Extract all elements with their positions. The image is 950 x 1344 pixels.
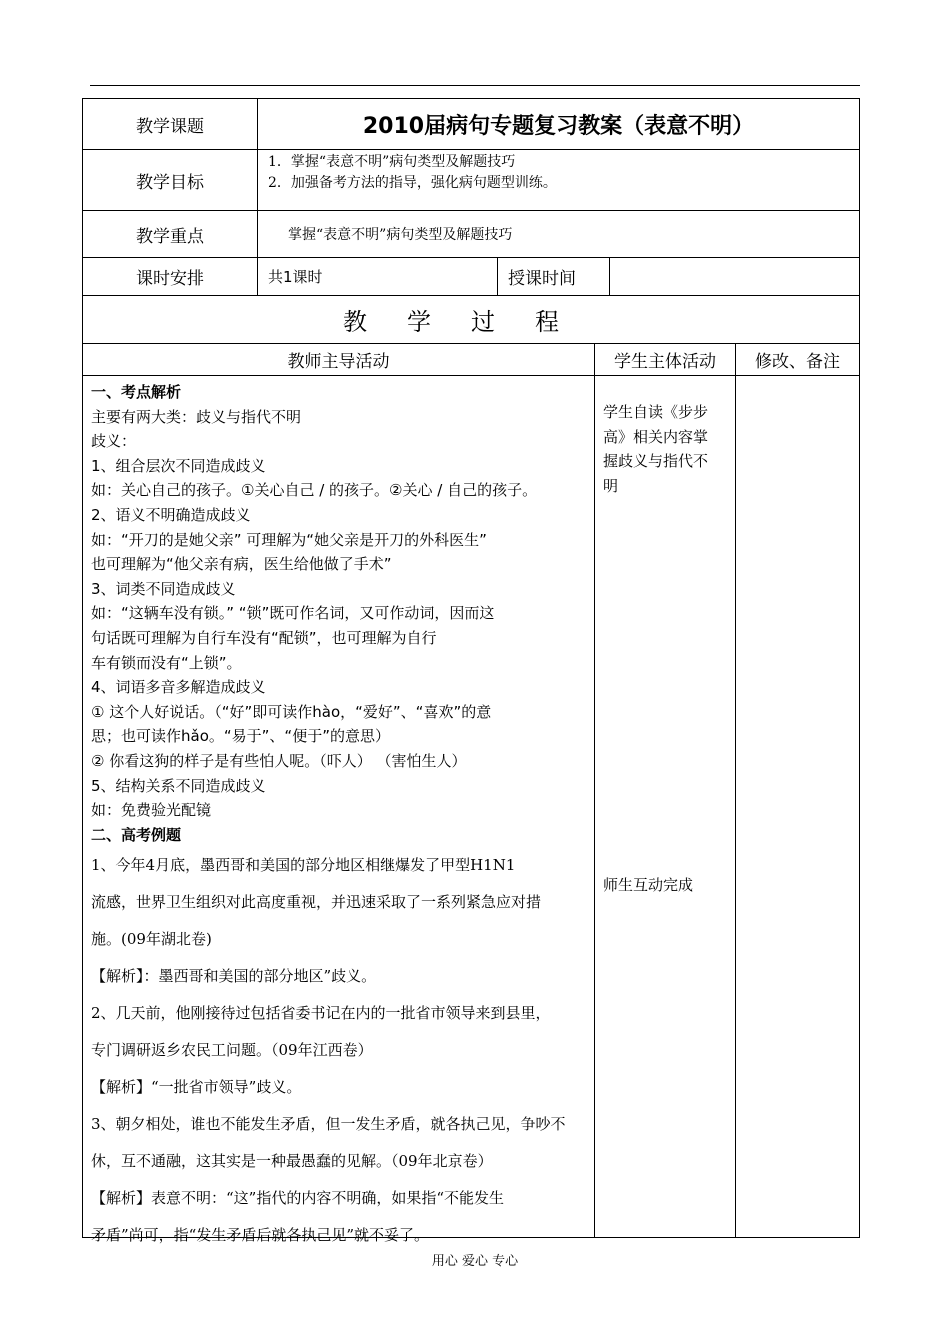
time-label: 授课时间 xyxy=(498,258,610,295)
text-line: 如：“开刀的是她父亲” 可理解为“她父亲是开刀的外科医生” xyxy=(91,530,487,549)
text-line: 2、语义不明确造成歧义 xyxy=(91,505,251,524)
text-line: 3、词类不同造成歧义 xyxy=(91,579,236,598)
text-line: 1、组合层次不同造成歧义 xyxy=(91,456,266,475)
example-line: 2、几天前，他刚接待过包括省委书记在内的一批省市领导来到县里， xyxy=(91,1004,551,1023)
text-line: 如：“这辆车没有锁。” “锁”既可作名词，又可作动词，因而这 xyxy=(91,604,495,623)
col-teacher: 教师主导活动 xyxy=(83,344,595,375)
example-line: 施。(09年湖北卷) xyxy=(91,930,212,949)
text-line: 句话既可理解为自行车没有“配锁”，也可理解为自行 xyxy=(91,628,437,647)
page-footer: 用心 爱心 专心 xyxy=(431,1254,519,1269)
goal-row xyxy=(83,150,859,211)
columns-row xyxy=(83,344,859,376)
teacher-activity xyxy=(83,376,595,1245)
example-analysis: 【解析】“一批省市领导”歧义。 xyxy=(91,1078,302,1097)
focus-row xyxy=(83,211,859,258)
schedule-value: 共1课时 xyxy=(258,258,498,295)
topic-row xyxy=(83,99,859,150)
section-heading: 一、考点解析 xyxy=(91,383,182,401)
goal-content xyxy=(258,150,859,210)
example-analysis: 矛盾”尚可，指“发生矛盾后就各执己见”就不妥了。 xyxy=(91,1226,430,1245)
example-line: 流感，世界卫生组织对此高度重视，并迅速采取了一系列紧急应对措 xyxy=(91,893,542,912)
example-analysis: 【解析】：墨西哥和美国的部分地区”歧义。 xyxy=(91,967,377,986)
process-row xyxy=(83,296,859,344)
text-line: 歧义： xyxy=(91,432,137,451)
example-line: 专门调研返乡农民工问题。（09年江西卷） xyxy=(91,1041,373,1060)
student-note-line: 高》相关内容掌 xyxy=(603,427,709,446)
example-line: 1、今年4月底，墨西哥和美国的部分地区相继爆发了甲型H1N1 xyxy=(91,856,516,875)
student-note-line: 明 xyxy=(603,476,619,495)
topic-label: 教学课题 xyxy=(83,99,258,149)
goal-line: 2．加强备考方法的指导，强化病句题型训练。 xyxy=(268,175,557,191)
text-line: 车有锁而没有“上锁”。 xyxy=(91,653,242,672)
text-line: 思；也可读作hǎo。“易于”、“便于”的意思） xyxy=(91,727,390,746)
remarks-cell xyxy=(736,376,859,1237)
schedule-row xyxy=(83,258,859,296)
time-value xyxy=(610,258,859,295)
section-heading: 二、高考例题 xyxy=(91,825,182,844)
text-line: 4、词语多音多解造成歧义 xyxy=(91,678,266,697)
text-line: 5、结构关系不同造成歧义 xyxy=(91,776,266,795)
student-note-line: 学生自读《步步 xyxy=(603,403,709,421)
lesson-plan-table xyxy=(82,98,860,1245)
student-activity xyxy=(595,376,736,1237)
goal-label: 教学目标 xyxy=(83,150,258,210)
goal-line: 1．掌握“表意不明”病句类型及解题技巧 xyxy=(268,154,516,170)
col-remarks: 修改、备注 xyxy=(755,352,840,372)
col-student: 学生主体活动 xyxy=(595,344,736,375)
process-title: 教学过程 xyxy=(343,308,599,336)
header-rule xyxy=(90,85,860,86)
topic-title: 2010届病句专题复习教案（表意不明） xyxy=(362,113,755,139)
text-line: ① 这个人好说话。（“好”即可读作hào，“爱好”、“喜欢”的意 xyxy=(91,702,492,721)
focus-label: 教学重点 xyxy=(83,211,258,257)
text-line: 如：关心自己的孩子。①关心自己 / 的孩子。②关心 / 自己的孩子。 xyxy=(91,481,538,500)
example-line: 休，互不通融，这其实是一种最愚蠢的见解。（09年北京卷） xyxy=(91,1152,493,1171)
text-line: 主要有两大类：歧义与指代不明 xyxy=(91,407,302,426)
student-note-line: 握歧义与指代不 xyxy=(603,452,709,471)
text-line: 如：免费验光配镜 xyxy=(91,801,212,820)
text-line: ② 你看这狗的样子是有些怕人呢。（吓人） （害怕生人） xyxy=(91,751,467,770)
focus-text: 掌握“表意不明”病句类型及解题技巧 xyxy=(288,227,513,243)
text-line: 也可理解为“他父亲有病，医生给他做了手术” xyxy=(91,555,392,574)
example-line: 3、朝夕相处，谁也不能发生矛盾，但一发生矛盾，就各执己见，争吵不 xyxy=(91,1115,566,1134)
example-analysis: 【解析】表意不明：“这”指代的内容不明确，如果指“不能发生 xyxy=(91,1189,505,1208)
content-row xyxy=(83,376,859,1245)
schedule-label: 课时安排 xyxy=(83,258,258,295)
student-note-2: 师生互动完成 xyxy=(603,876,694,895)
